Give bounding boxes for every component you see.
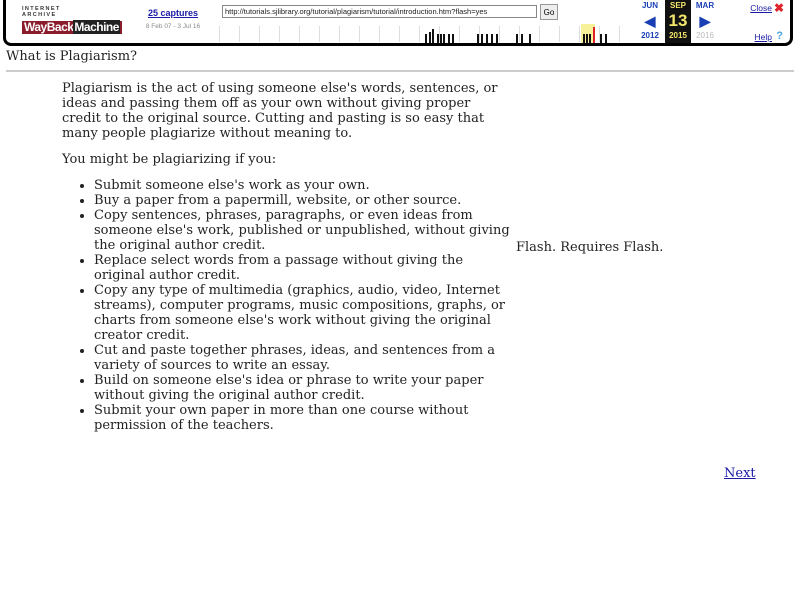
- current-capture-marker: [593, 27, 595, 43]
- prev-arrow-icon[interactable]: ◀: [644, 13, 656, 29]
- list-item: • Buy a paper from a papermill, website, or other source.: [94, 193, 512, 208]
- captures-info: [142, 8, 204, 30]
- calendar-current: [665, 0, 691, 43]
- divider: [6, 70, 794, 72]
- logo-internet-archive: INTERNET ARCHIVE: [22, 6, 61, 18]
- calendar-next[interactable]: [693, 0, 717, 41]
- go-button[interactable]: Go: [540, 4, 558, 20]
- next-year: 2016: [696, 31, 714, 40]
- close-link[interactable]: Close: [750, 3, 772, 13]
- page-title: What is Plagiarism?: [6, 49, 138, 64]
- flash-placeholder: Flash. Requires Flash.: [516, 240, 664, 255]
- list-heading: You might be plagiarizing if you:: [62, 152, 277, 167]
- list-item: • Copy sentences, phrases, paragraphs, or even ideas from someone else's work, published or unpublished, without giving the original author credit.: [94, 208, 512, 253]
- list-item: • Build on someone else's idea or phrase to write your paper without giving the original author credit.: [94, 373, 512, 403]
- plagiarism-list: [62, 178, 512, 433]
- list-item: • Copy any type of multimedia (graphics, audio, video, Internet streams), computer programs, music compositions, graphs, or charts from someone else's work without giving the original creator credit.: [94, 283, 512, 343]
- url-input[interactable]: [222, 5, 537, 18]
- close-icon[interactable]: ✖: [773, 1, 784, 15]
- captures-link[interactable]: 25 captures: [147, 8, 199, 18]
- wayback-toolbar: [3, 0, 793, 46]
- list-item: • Submit someone else's work as your own.: [94, 178, 512, 193]
- list-item: • Cut and paste together phrases, ideas, and sentences from a variety of sources to write an essay.: [94, 343, 512, 373]
- current-year: 2015: [669, 31, 687, 40]
- intro-paragraph: Plagiarism is the act of using someone else's words, sentences, or ideas and passing them off as your own without giving proper credit to the original source. Cutting and pasting is so easy that many people plagiarize without meaning to.: [62, 81, 498, 141]
- help-icon[interactable]: ?: [776, 30, 783, 42]
- wayback-logo[interactable]: [22, 6, 119, 36]
- captures-range: 8 Feb 07 - 3 Jul 16: [145, 23, 201, 30]
- next-link[interactable]: Next: [724, 466, 756, 481]
- list-item: • Replace select words from a passage without giving the original author credit.: [94, 253, 512, 283]
- help-link[interactable]: Help: [754, 32, 772, 42]
- calendar-prev[interactable]: [638, 0, 662, 41]
- current-month: SEP: [669, 1, 686, 10]
- next-arrow-icon[interactable]: ▶: [699, 13, 711, 29]
- main-content: [62, 81, 512, 433]
- prev-year[interactable]: 2012: [641, 31, 659, 40]
- capture-sparkline[interactable]: [211, 24, 621, 44]
- prev-month[interactable]: JUN: [641, 1, 658, 10]
- current-day: 13: [668, 11, 688, 30]
- list-item: • Submit your own paper in more than one course without permission of the teachers.: [94, 403, 512, 433]
- logo-wayback-machine: WayBackMachine: [22, 21, 122, 34]
- next-month[interactable]: MAR: [695, 1, 715, 10]
